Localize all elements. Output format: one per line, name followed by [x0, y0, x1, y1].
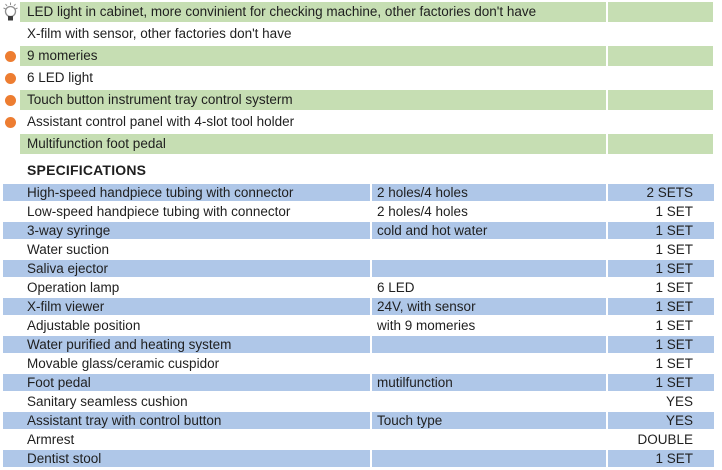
- spec-item: Water suction: [27, 242, 110, 257]
- spec-qty: DOUBLE: [637, 432, 693, 447]
- spec-detail: 2 holes/4 holes: [377, 204, 468, 219]
- spec-item: Movable glass/ceramic cuspidor: [27, 356, 220, 371]
- table-row: [3, 450, 714, 469]
- table-row: [3, 393, 714, 412]
- bullet-icon: [5, 73, 16, 84]
- feature-text: X-film with sensor, other factories don't have: [27, 26, 292, 41]
- spec-detail: [372, 393, 606, 410]
- spec-detail: 24V, with sensor: [372, 298, 606, 315]
- feature-text: LED light in cabinet, more convinient for checking machine, other factories don't have: [20, 2, 606, 22]
- spec-item: Sanitary seamless cushion: [27, 394, 188, 409]
- spec-detail: [372, 355, 606, 372]
- table-row: [3, 184, 714, 203]
- lightbulb-icon: [1, 2, 20, 22]
- spec-qty: 1 SET: [608, 374, 714, 391]
- bullet-icon: [5, 117, 16, 128]
- table-row: [3, 279, 714, 298]
- spec-detail: 6 LED: [377, 280, 415, 295]
- specifications-table: [3, 184, 714, 469]
- feature-side-cell: [608, 46, 713, 66]
- feature-text: Multifunction foot pedal: [20, 134, 606, 154]
- table-row: [3, 336, 714, 355]
- table-row: [3, 241, 714, 260]
- spec-detail: cold and hot water: [372, 222, 606, 239]
- feature-row: [0, 68, 722, 90]
- spec-item: Low-speed handpiece tubing with connector: [27, 204, 291, 219]
- feature-text: Assistant control panel with 4-slot tool holder: [27, 114, 295, 129]
- spec-qty: 1 SET: [655, 242, 693, 257]
- spec-qty: 1 SET: [608, 222, 714, 239]
- spec-qty: 1 SET: [655, 356, 693, 371]
- spec-qty: 1 SET: [655, 280, 693, 295]
- feature-side-cell: [608, 68, 713, 88]
- spec-item: Dentist stool: [3, 450, 370, 467]
- spec-detail: 2 holes/4 holes: [372, 184, 606, 201]
- bullet-icon: [5, 95, 16, 106]
- feature-row: [0, 134, 722, 156]
- spec-qty: YES: [608, 412, 714, 429]
- spec-item: Armrest: [27, 432, 75, 447]
- bullet-icon: [5, 51, 16, 62]
- spec-detail: [372, 431, 606, 448]
- spec-qty: YES: [665, 394, 693, 409]
- spec-detail: [372, 260, 606, 277]
- spec-item: X-film viewer: [3, 298, 370, 315]
- feature-row: [0, 46, 722, 68]
- feature-side-cell: [608, 112, 713, 132]
- spec-qty: 1 SET: [608, 298, 714, 315]
- table-row: [3, 374, 714, 393]
- spec-item: Saliva ejector: [3, 260, 370, 277]
- feature-side-cell: [608, 2, 713, 22]
- feature-row: [0, 24, 722, 46]
- feature-side-cell: [608, 24, 713, 44]
- spec-detail: Touch type: [372, 412, 606, 429]
- feature-row: [0, 90, 722, 112]
- table-row: [3, 260, 714, 279]
- spec-qty: 1 SET: [655, 204, 693, 219]
- feature-row: [0, 112, 722, 134]
- feature-list: [0, 2, 722, 156]
- spec-item: Adjustable position: [27, 318, 141, 333]
- spec-detail: [372, 336, 606, 353]
- feature-row: [0, 2, 722, 24]
- table-row: [3, 431, 714, 450]
- table-row: [3, 222, 714, 241]
- table-row: [3, 355, 714, 374]
- spec-qty: 1 SET: [655, 318, 693, 333]
- spec-qty: 2 SETS: [608, 184, 714, 201]
- table-row: [3, 317, 714, 336]
- spec-qty: 1 SET: [608, 260, 714, 277]
- feature-side-cell: [608, 90, 713, 110]
- spec-detail: [372, 241, 606, 258]
- spec-qty: 1 SET: [608, 336, 714, 353]
- spec-item: Water purified and heating system: [3, 336, 370, 353]
- spec-item: High-speed handpiece tubing with connector: [3, 184, 370, 201]
- spec-item: Operation lamp: [27, 280, 120, 295]
- feature-text: 9 momeries: [20, 46, 606, 66]
- spec-qty: 1 SET: [608, 450, 714, 467]
- feature-text: 6 LED light: [27, 70, 94, 85]
- table-row: [3, 203, 714, 222]
- spec-detail: [372, 450, 606, 467]
- feature-text: Touch button instrument tray control systerm: [20, 90, 606, 110]
- specifications-heading: SPECIFICATIONS: [27, 162, 147, 178]
- table-row: [3, 298, 714, 317]
- table-row: [3, 412, 714, 431]
- spec-item: Foot pedal: [3, 374, 370, 391]
- spec-detail: with 9 momeries: [377, 318, 476, 333]
- spec-item: Assistant tray with control button: [3, 412, 370, 429]
- spec-detail: mutilfunction: [372, 374, 606, 391]
- feature-side-cell: [608, 134, 713, 154]
- spec-item: 3-way syringe: [3, 222, 370, 239]
